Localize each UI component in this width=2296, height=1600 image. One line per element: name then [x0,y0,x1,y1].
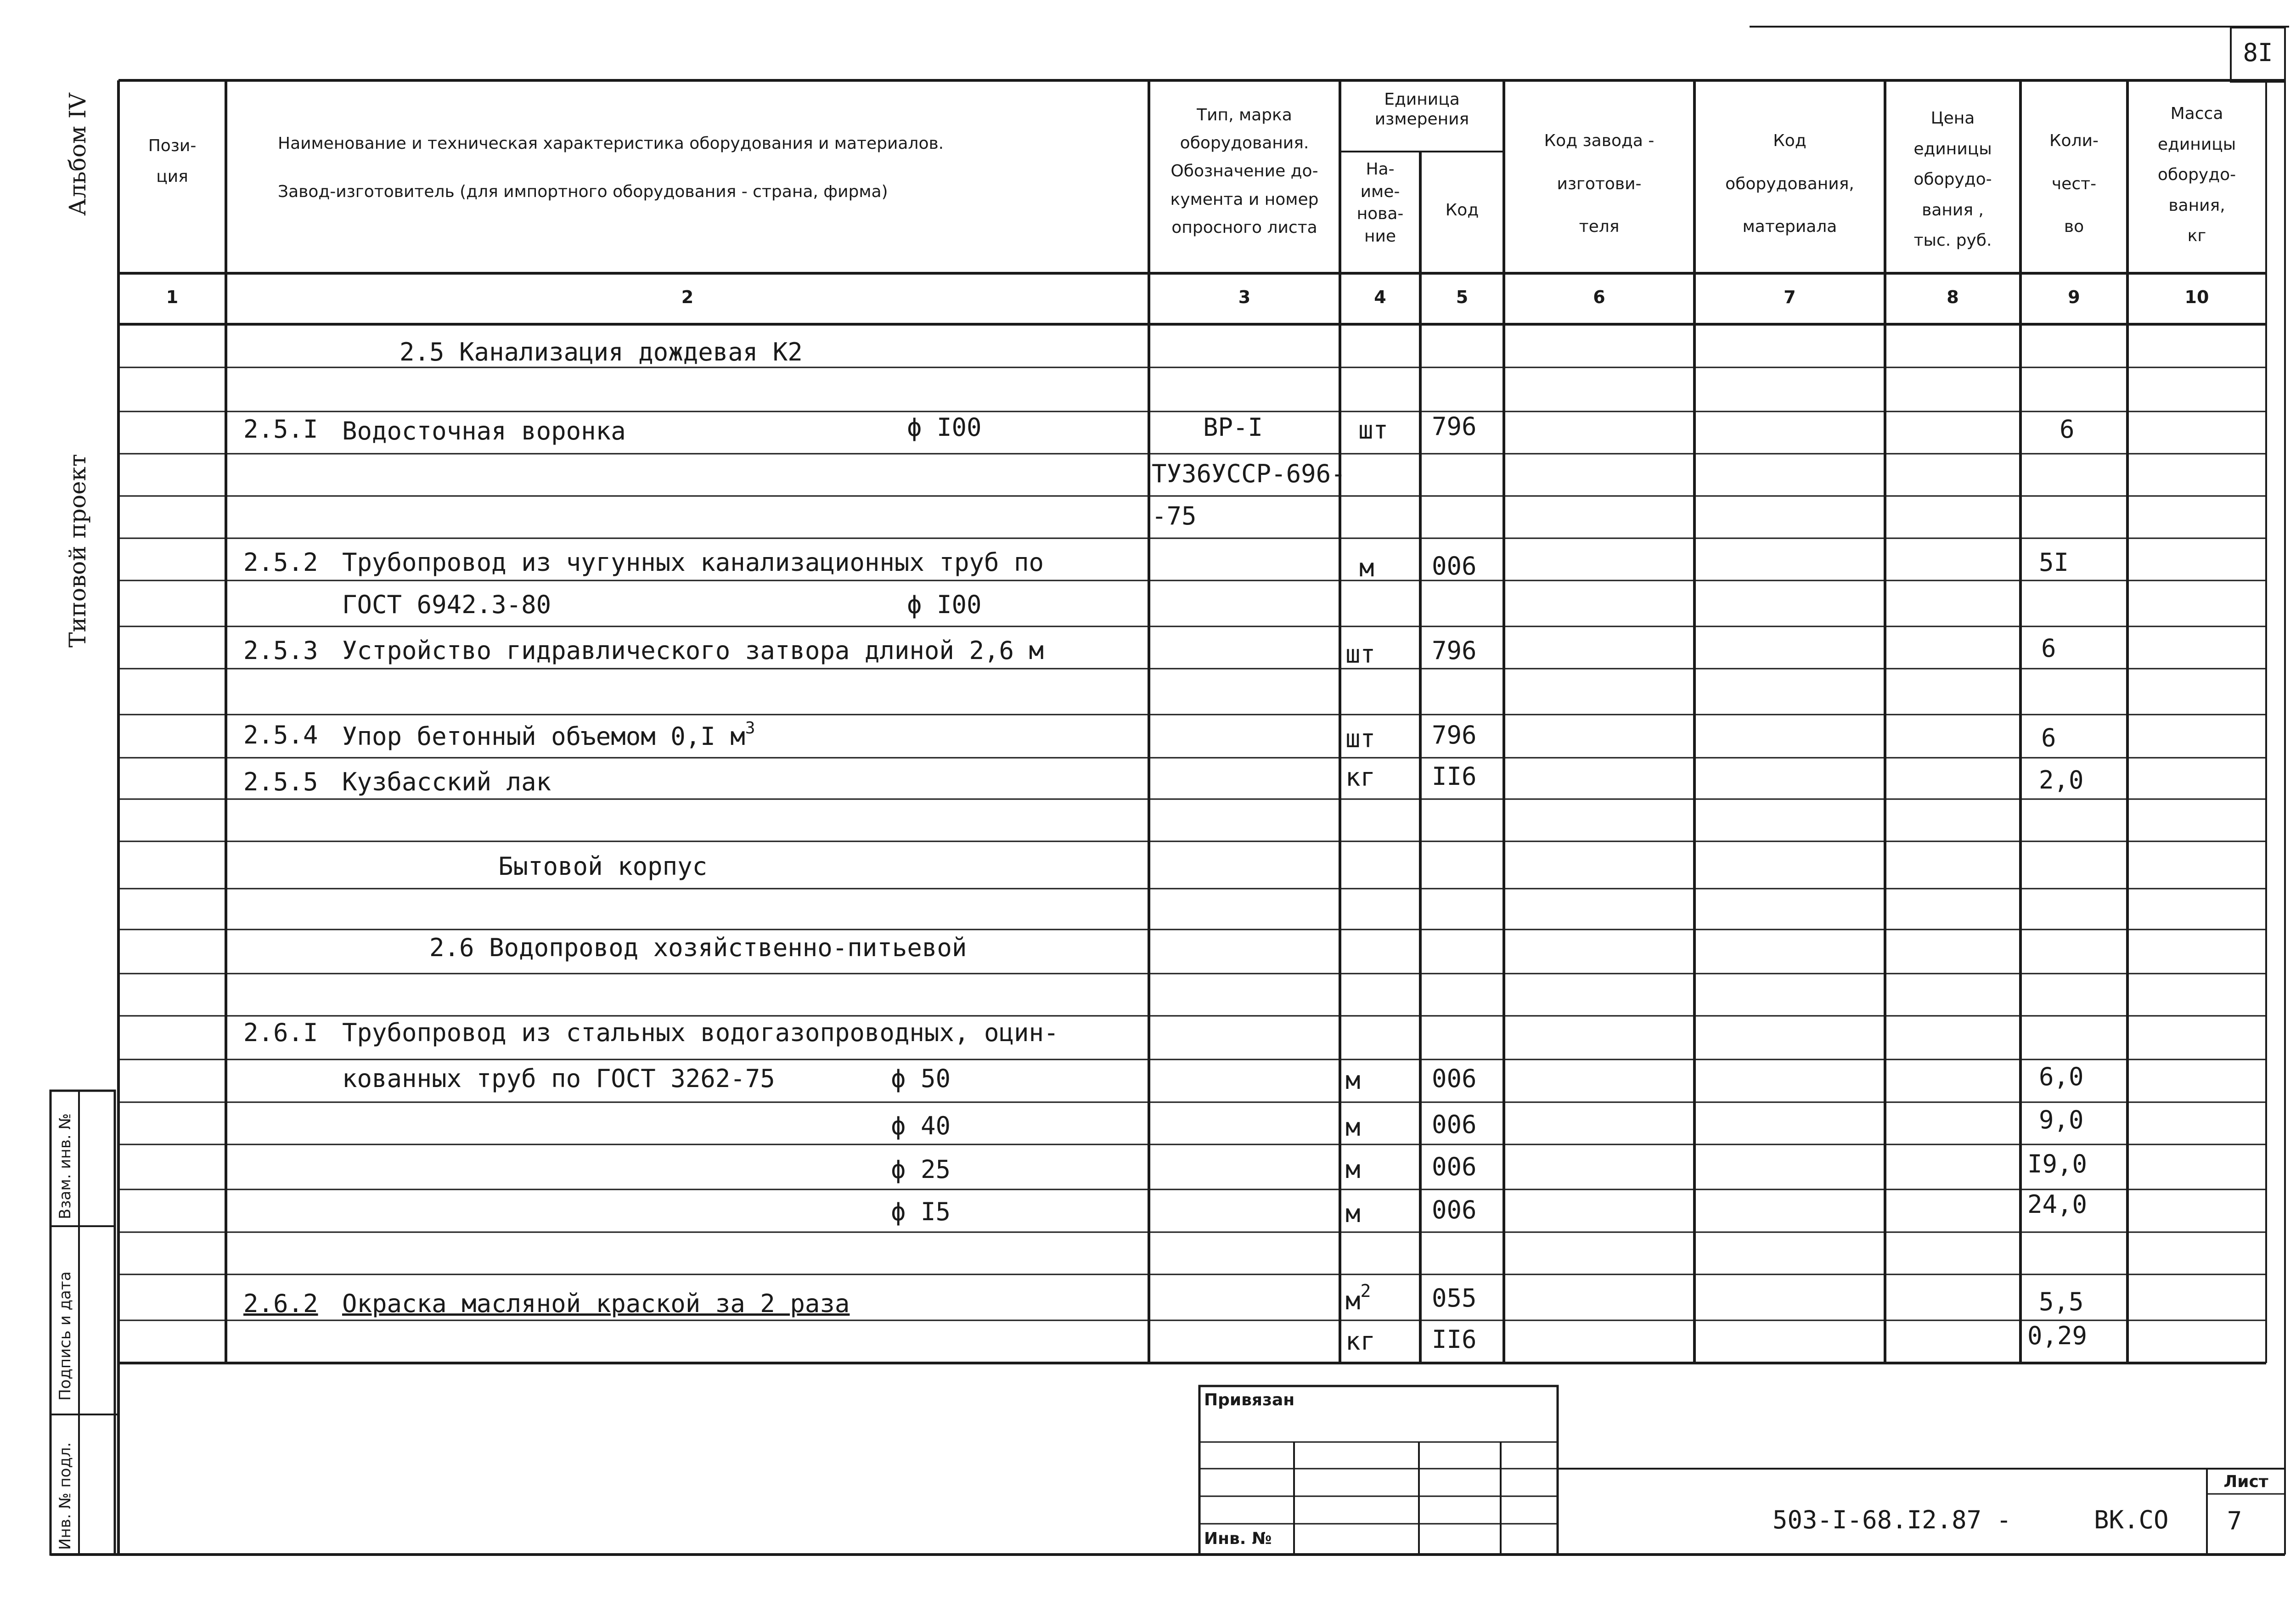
item-diameter: ϕ 50 [891,1064,951,1093]
section-heading: 2.5 Канализация дождевая К2 [400,338,803,366]
col-number: 6 [1593,287,1605,307]
section-heading: 2.6 Водопровод хозяйственно-питьевой [429,933,967,962]
unit-code: 006 [1432,552,1477,580]
unit-code: 006 [1432,1064,1477,1093]
header-unit-group: Единица измерения [1374,90,1469,129]
item-diameter: ϕ I00 [907,413,982,442]
item-quantity: 24,0 [2027,1190,2088,1219]
item-diameter: ϕ 40 [891,1111,951,1140]
unit-code: 006 [1432,1110,1477,1139]
header-mass: Масса единицы оборудо- вания, кг [2157,104,2236,246]
item-type: ВР-I [1203,413,1263,442]
item-quantity: 9,0 [2039,1105,2084,1134]
sheet-corner-number: 8I [2243,38,2273,67]
unit-name: шт [1345,724,1376,753]
item-name: Упор бетонный объемом 0,I $м^3$ [342,719,755,751]
item-quantity: 6 [2041,723,2056,752]
unit-name: шт [1345,640,1376,669]
item-diameter: ϕ I5 [891,1197,951,1226]
unit-name: кг [1345,763,1376,792]
stamp-podpis-label: Подпись и дата [56,1271,74,1401]
item-diameter: ϕ I00 [907,590,982,619]
item-quantity: 2,0 [2039,766,2084,794]
header-price: Цена единицы оборудо- вания , тыс. руб. [1913,109,1992,250]
col-number: 8 [1947,287,1959,307]
item-name: Трубопровод из стальных водогазопроводных, оцин- [342,1018,1059,1047]
position-number: 2.6.I [243,1018,318,1047]
unit-name: м [1345,1199,1361,1228]
project-label: Типовой проект [64,454,91,648]
building-heading: Бытовой корпус [498,852,708,881]
item-quantity: 5,5 [2039,1287,2084,1316]
document-code: 503-I-68.I2.87 - [1773,1505,2012,1534]
header-position: Пози- ция [148,136,197,186]
unit-code: 796 [1432,636,1477,665]
unit-name: м [1359,553,1374,582]
item-name: ГОСТ 6942.3-80 [342,590,551,619]
position-number: 2.5.5 [243,767,318,796]
position-number: 2.6.2 [243,1289,318,1318]
item-name: Кузбасский лак [342,767,551,796]
list-label: Лист [2223,1472,2268,1491]
position-number: 2.5.3 [243,636,318,665]
item-name: Окраска масляной краской за 2 раза [342,1289,850,1318]
stamp-vzam-label: Взам. инв. № [56,1113,74,1219]
position-number: 2.5.2 [243,548,318,577]
header-unit-code: Код [1445,201,1479,220]
unit-code: 055 [1432,1284,1477,1313]
col-number: 9 [2068,287,2080,307]
unit-name: м [1345,1155,1361,1184]
position-number: 2.5.I [243,415,318,444]
list-number: 7 [2227,1506,2242,1535]
unit-code: 006 [1432,1195,1477,1224]
item-quantity: 5I [2039,548,2069,577]
header-manufacturer: Завод-изготовитель (для импортного оборудования - страна, фирма) [278,182,888,201]
item-name: Устройство гидравлического затвора длиной 2,6 м [342,636,1044,665]
item-type: ТУЗ6УССР-696- [1152,459,1346,488]
inv-number-label: Инв. № [1204,1529,1272,1548]
item-type: -75 [1152,501,1197,530]
item-name: Трубопровод из чугунных канализационных труб по [342,548,1044,577]
unit-name: $м^2$ [1345,1281,1371,1315]
album-label: Альбом IV [64,93,91,216]
header-type: Тип, марка оборудования. Обозначение до- кумента и номер опросного листа [1170,106,1319,237]
col-number: 10 [2184,287,2209,307]
unit-code: 796 [1432,721,1477,749]
stamp-inv-podl-label: Инв. № подл. [56,1442,74,1550]
header-factory-code: Код завода - изготови- теля [1544,131,1654,237]
unit-code: 796 [1432,412,1477,441]
col-number: 7 [1784,287,1796,307]
header-equipment-code: Код оборудования, материала [1725,131,1854,237]
item-name: Водосточная воронка [342,417,626,445]
unit-name: м [1345,1113,1361,1142]
header-name: Наименование и техническая характеристика оборудования и материалов. [278,134,944,153]
unit-name: кг [1345,1327,1376,1356]
item-quantity: 6 [2060,415,2075,444]
unit-code: II6 [1432,762,1477,791]
item-quantity: 6 [2041,634,2056,663]
unit-code: II6 [1432,1325,1477,1354]
item-quantity: 6,0 [2039,1062,2084,1091]
col-number: 5 [1456,287,1469,307]
document-mark: ВК.СО [2094,1505,2169,1534]
col-number: 4 [1374,287,1386,307]
item-quantity: 0,29 [2027,1321,2088,1350]
unit-name: шт [1358,416,1389,445]
unit-name: м [1345,1066,1361,1095]
position-number: 2.5.4 [243,721,318,749]
col-number: 1 [166,287,179,307]
privyazan-label: Привязан [1204,1391,1295,1409]
item-quantity: I9,0 [2027,1149,2088,1178]
header-quantity: Коли- чест- во [2049,131,2099,237]
col-number: 2 [681,287,694,307]
header-unit-name: На- име- нова- ние [1356,160,1404,246]
item-diameter: ϕ 25 [891,1155,951,1184]
unit-code: 006 [1432,1152,1477,1181]
item-name: кованных труб по ГОСТ 3262-75 [342,1064,775,1093]
col-number: 3 [1238,287,1251,307]
